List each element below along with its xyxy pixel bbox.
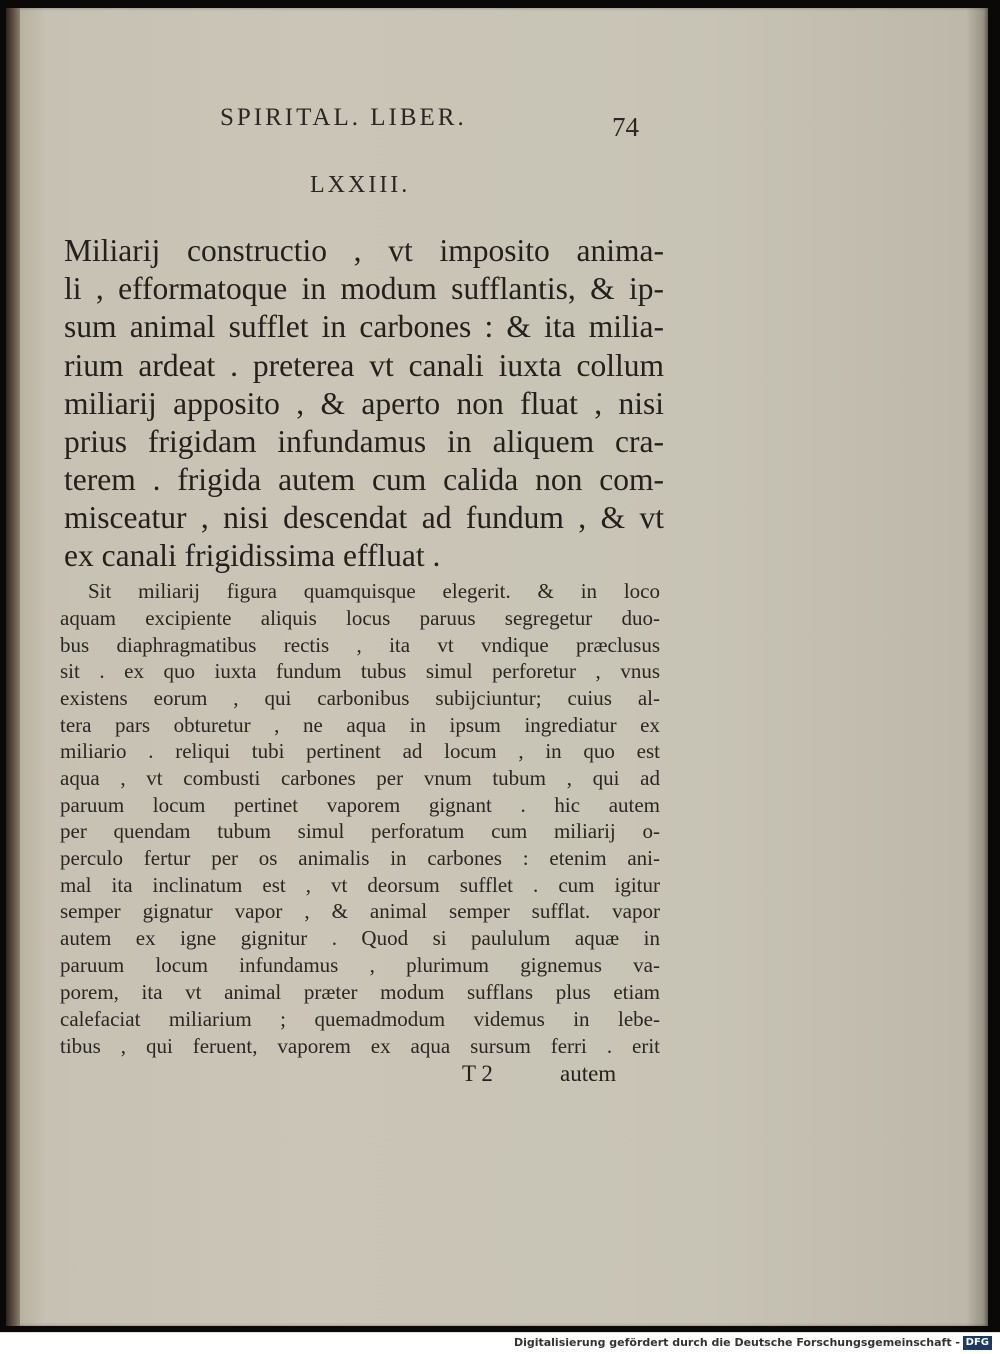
body-line: per quendam tubum simul perforatum cum miliarij o- xyxy=(60,819,660,843)
body-line: autem ex igne gignitur . Quod si paululum aquæ in xyxy=(60,926,660,950)
body-line: porem, ita vt animal præter modum sufflans plus etiam xyxy=(60,980,660,1004)
body-line: Sit miliarij figura quamquisque elegerit. & in loco xyxy=(88,579,660,603)
signature-mark: T 2 xyxy=(462,1061,493,1086)
running-head: SPIRITAL. LIBER. xyxy=(220,104,467,131)
body-line: paruum locum pertinet vaporem gignant . hic autem xyxy=(60,793,660,817)
book-spine-edge xyxy=(6,8,20,1326)
proposition-line: terem . frigida autem cum calida non com- xyxy=(64,462,664,497)
body-line: existens eorum , qui carbonibus subijciuntur; cuius al- xyxy=(60,686,660,710)
body-line: calefaciat miliarium ; quemadmodum videmus in lebe- xyxy=(60,1007,660,1031)
footer-credit: Digitalisierung gefördert durch die Deutsche Forschungsgemeinschaft - xyxy=(513,1336,960,1349)
proposition-line: sum animal sufflet in carbones : & ita milia- xyxy=(64,309,664,344)
body-line: tibus , qui feruent, vaporem ex aqua sursum ferri . erit xyxy=(60,1034,660,1058)
body-line: semper gignatur vapor , & animal semper sufflat. vapor xyxy=(60,899,660,923)
footer-bar xyxy=(0,1332,1000,1354)
body-line: bus diaphragmatibus rectis , ita vt vndique præclusus xyxy=(60,633,660,657)
proposition-line: misceatur , nisi descendat ad fundum , & vt xyxy=(64,500,664,535)
dfg-logo: DFG xyxy=(963,1336,992,1350)
body-line: mal ita inclinatum est , vt deorsum sufflet . cum igitur xyxy=(60,873,660,897)
body-line: tera pars obturetur , ne aqua in ipsum ingrediatur ex xyxy=(60,713,660,737)
catchword: autem xyxy=(560,1061,617,1086)
body-line: paruum locum infundamus , plurimum gignemus va- xyxy=(60,953,660,977)
page-number: 74 xyxy=(612,112,639,142)
chapter-number: LXXIII. xyxy=(310,172,411,198)
proposition-line: ex canali frigidissima effluat . xyxy=(64,538,441,573)
body-line: perculo fertur per os animalis in carbones : etenim ani- xyxy=(60,846,660,870)
body-line: sit . ex quo iuxta fundum tubus simul perforetur , vnus xyxy=(60,659,660,683)
proposition-line: miliarij apposito , & aperto non fluat , nisi xyxy=(64,386,664,421)
proposition-line: prius frigidam infundamus in aliquem cra- xyxy=(64,424,664,459)
body-line: aqua , vt combusti carbones per vnum tubum , qui ad xyxy=(60,766,660,790)
body-line: aquam excipiente aliquis locus paruus segregetur duo- xyxy=(60,606,660,630)
proposition-line: Miliarij constructio , vt imposito anima- xyxy=(64,233,664,268)
proposition-line: li , efformatoque in modum sufflantis, & ip- xyxy=(64,271,664,306)
body-line: miliario . reliqui tubi pertinent ad locum , in quo est xyxy=(60,739,660,763)
proposition-line: rium ardeat . preterea vt canali iuxta collum xyxy=(64,348,664,383)
